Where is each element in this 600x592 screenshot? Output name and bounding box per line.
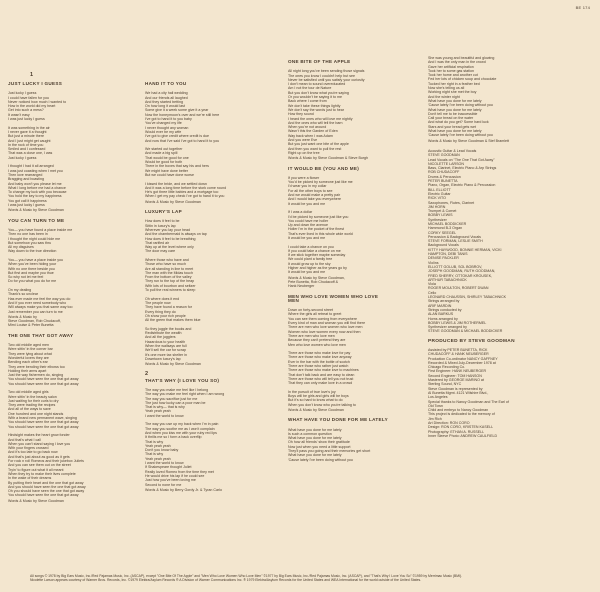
column-1 <box>8 80 108 509</box>
song-title: IT WOULD BE (YOU AND ME) <box>288 165 360 171</box>
column-2 <box>145 80 245 498</box>
song-title: LUXURY'S LAP <box>145 209 182 215</box>
song-lyrics: Just lucky I guess I could have fallen for you Never noticed how much I wanted to How in the world did my heart Get into such a mess? It wasn't easy I was just lucky I guess It was something in the air I never gave it a thought But just a minute there And I just might get caught In the rock of time you Smiled and I confessed That was a close one, I was Just lucky I guess I thought I had it all arranged I was just coasting when I met you Then love rearranged Bragging and boasting And baby won't you please let me What I long before me had a chance To change my luck with you because You hold the key to my happiness You got call it happiness I was just lucky I guess <box>8 91 67 208</box>
song-lyrics: What have you done for me lately Is such a common question What have you done for me lately Oh how all friends' show their gratitude Now just when you need a little support They'll pass you going and their memories get short What have you done for me lately 'Cause lately I've been doing without you <box>288 427 371 462</box>
song-lyrics: She was young and beautiful and glowing And I was the only man in the crowd Gave her artificial respiration Took her to some gas station Took her home and another cut Fed her lots of chicken soup and chocolate Tucked her right in a feather bed Now she's telling us all Working night she met the boy And the winter night <box>428 56 497 99</box>
song-title: HAND IT TO YOU <box>145 81 187 86</box>
song-one-got-away <box>8 334 108 503</box>
production-credits: Assisted by PETER BUNETTA, RICK CHUDACOFF & HANK NEUBERGER Production Co-ordinator NANCY GAFFNEY Recorded & Mixed July-December 1978 at Chicago Recording Co. First Engineer: HANK NEUBERGER Second Engineer: TOM HANSON Mastered by GEORGE MARINO at Sterling Sound, NYC Steve Goodman is represented by Al Bunetta Mgmt. 4121 Wilshire Blvd., Los Angeles Special thanks to Nancy Goodman and The Earl of Old Town Child and embryo to Nancy Goodman This project is dedicated to the memory of Jim Rich Art Direction: RON CORO Design: RON CORO, KRISTEN KASELL Photography: ETHAN A. RUSSELL Inner Sleeve Photo: ANDREW CAULFIELD <box>428 348 509 438</box>
song-lyrics: Two old middle aged men Were sittin' in the corner bar They were lying about what Wonderful lovers they are Bending each other's ear They were bending their elbows too Holding their arms apart Just the way fishermen do, singing You should have seen the one that got away You should have seen the one that got away Two old middle aged girls Were sittin' in the beauty salon Just waiting for their curls to dry They were trading the recipes And all of the ways to save One hundred and one night stands With a brand new permanent wave, singing You should have seen the one that got away You should have seen the one that got away Hindsight makes the heart grow fonder And that's what I call When you can't stand saying I love you With your fingers crossed And it's too late to go back now And that's just about as good as it gets For rock n roll Romeos and their jukebox Juliets And you can see them out on the street Tryin' to figure out what it all meant When they try to make their lives complete In the wake of their dreams By putting their heart and the one that got away And you should have seen the one that got away Oh you should have seen the one that got away You should have seen the one that got away <box>8 343 86 498</box>
song-title: THAT'S WHY (I LOVE YOU SO) <box>145 377 220 383</box>
song-would-be-you <box>288 167 388 289</box>
song-credit: Words & Music by Steve Goodman & Steve Burgh <box>288 156 369 161</box>
song-credit: Words & Music by Berry Gordy Jr. & Tyran Carlo <box>145 487 222 492</box>
song-luxury <box>145 210 245 366</box>
song-credit: Words & Music by Steve Goodman & Stef Bramlett <box>428 138 510 143</box>
song-title: JUST LUCKY I GUESS <box>8 81 63 86</box>
column-3 <box>288 58 388 468</box>
song-title: MEN WHO LOVE WOMEN WHO LOVE MEN <box>288 293 379 303</box>
column-4 <box>428 56 578 438</box>
song-just-lucky <box>8 82 108 213</box>
song-lyrics: We had a city hall wedding And our friends all laughed And they started betting On how long it would last Some give it a week some give it a year Now the honeymoon's over and we're still here I've got to hand it to you baby You've changed my life I never thought any woman Would ever be my wife I've got to give credit where credit is due And now that I've said I've got to hand it to you We started out together And made a big spill That would be good for one Would be good for both There in the boxes that say his and hers We might have done better But we could have done worse I kissed the bride, and we settled down And it was a long time before the stork come round He's got three little babies and a mortgage too When I get my pay check I've got to hand it to you <box>145 91 227 199</box>
copyright-footer: All songs © 1978 by Big Ears Music, Inc./Red Pajamas Music, Inc. (ASCAP), except "One Bite Of The Apple" and "Men Who Love Women Who Love Men" ©1977 by Big Ears Music, Inc./Red Pajamas Music, Inc. (ASCAP), and "That's Why I Love You So" ©1959 by Merrimac Music (BMI). Nicolette Larson appears courtesy of Warner Bros. Records, Inc. ©1979 Elektra/Asylum Records ® A Division of Warner Communications Inc. ® 1979 Elektra/Asylum Records for the United States and WEA International for the world outside of the United States. <box>30 574 463 582</box>
catalog-number: BE 174 <box>575 5 590 10</box>
song-title: YOU CAN TURN TO ME <box>8 217 65 223</box>
song-lyrics: You— you have found a place inside me Then no one has been in I thought the night could hide me But somehow you saw thru All my disguises Way down to the true direction You— you have a place inside you When you've been hiding your With no one there beside you But first and maybe you thue So why not let me feel Do for you what you do for me On my dealing Thank's so unclear Has ever made me feel the way you do And if you ever need somebody who Will always make you that same way too Just remember you can turn to me <box>8 227 73 314</box>
song-lyrics: The way you make me feel like I belong The way you make me feel right when I am wrong The way you sacrifice just for me The just how lucky can a poor man be That is why— that is why Yeah yeah yeah I want the world to know The way you use up my back when I'm in pain The way you soothe me as I won't complain And when you kiss me with your ruby red lips It thrills me so I form a back overflip That is why Yeah yeah yeah Don't you know baby That is why Yeah yeah yeah I want the world to know If Shakespeare thought Juliet Really loved Romeo from the time they met He would drive his lap if he could see Just how you've been loving me Second to none for me <box>145 388 225 487</box>
song-credit: Words & Music by Steve Goodman, Pete Bunetta, Rob Chudacoff & Hank Neuberger <box>288 275 345 289</box>
song-lyrics: How does it feel to be Sittin in luxury's lap Wherever you lay your head And the chambermaid is always on tap How does it feel to be breathing That rarified air Way up at the level where only The door may care Where those who have and Those who have so much Are all standing in line to meet The man with the Midas touch From the bottom of the valley They run to the top of the heap With lots of bourbon and seltzer To pull the real winners to sleep Oh where does it end The people now They have found a reason for Every thing they do Oh show your rich people All the green that makes them blue So they juggle the books and Redistribute the wealth And all the jugglers Hazardous to your health When the wallsays are full We'll sell the car for scrap It's one more tax shelter in Downtown luxury's lap <box>145 219 207 361</box>
song-right-lyric <box>428 56 578 143</box>
song-lyrics: All night long you've been sending those signals The ones you know I couldn't help but see Never be satisfied until you satisfy your curiosity I don't mean to sound overeducated Am I not the tour de Nature But you don't know what you're saying Or you wouldn't be saying it to me Back where I come from We don't take these things lightly We don't say the words just to hear How they sound I heard the ones who will love me nightly And the ones who will tell the barn When you're not around Wasn't this the Garden of Eden Way back when I was Adam And you were Eve But you just want one bite of the apple And then you want to pull the rest Right up on the tree <box>288 69 365 155</box>
song-credit: Words & Music by Steve Goodman, Rob Chudacoff, Mimi Louise & Peter Bunetta <box>8 314 61 328</box>
song-credit: Words & Music by Steve Goodman <box>145 362 201 367</box>
song-hand-it <box>145 82 245 204</box>
song-title: WHAT HAVE YOU DONE FOR ME LATELY <box>288 417 388 423</box>
song-lyrics-continued: What have you done for me lately 'Cause lately I've been doing without you What have you done for me lately Don't tell me to be inaccessible Call your bread on the water And what do you get? Some hard luck Stars and your bread gets wet What have you done for me lately 'Cause lately I've been doing without you <box>428 98 493 138</box>
song-lyrics: If you were a flower You'd be picked by someone just like me I'd wear you in my collar For all the other boys to see And we would make a pretty pair And I would take you everywhere It would be you and me If I was a dollar I'd be picked by someone just like you You could have me holler Up and down the avenue Holler I'm in the pocket of the finest That's ever lived in this whole wide world It would be you and me I could take a chance on you If you could take a chance on me If we stick together maybe someday We could plant a family tree It would grow up to the sky Higher and higher as the years go by It would be you and me <box>288 175 353 275</box>
song-one-apple <box>288 60 388 161</box>
song-you-turn-me <box>8 219 108 328</box>
song-title: ONE BITE OF THE APPLE <box>288 59 351 64</box>
song-men-who-love <box>288 295 388 413</box>
side-two-label: 2 <box>145 371 149 378</box>
song-what-you-done <box>288 418 388 462</box>
song-credit: Words & Music by Steve Goodman <box>8 208 64 213</box>
song-lyrics: Down on forty-second street Where the girls all retreat to greet You can see them coming from everywhere Every kind of man and woman you will find there There are men who love women who love men Women who love women every now and then There are men who love men Because they can't pretend they are Men who love women who love men There are those who make love for pay There are those who make love anyway Ever in the bar with the bottle of scotch There are those who rather just watch There are those who make love to machines That don't talk back and are easy to clean There are those who will tell you not trust That they can only make love in a crowd In the pursuit of true love's joy Boys will be girls and girls will be boys But it's so hard to know what to do When you don't know who you're talking to <box>288 308 366 407</box>
song-credit: Words & Music by Steve Goodman <box>288 407 344 412</box>
side-one-label: 1 <box>30 72 34 78</box>
produced-by: PRODUCED BY STEVE GOODMAN <box>428 338 515 344</box>
song-credit: Words & Music by Steve Goodman <box>8 498 64 503</box>
song-title: THE ONE THAT GOT AWAY <box>8 332 74 338</box>
musician-credits: Acoustic Guitar & Lead Vocals STEVE GOODMAN Lead Vocals on "The One That Got Away" NICOLETTE LARSON Bass, Clarinet, Electric Piano & Arp Strings ROB CHUDACOFF Drums & Percussion PETER BUNETTA Piano, Organ, Electric Piano & Percussion BILL ELLIOTT Electric Guitar RICK VITO Saxophones, Flutes, Clarinet JIM HORN Trumpet & Cornet BOBBY LEWIS Synthesizer MICHAEL BODDICKER Hammond B-3 Organ CORKY SEEGEL Percussion & Background Vocals STEVE FORMAN, LESLIE SMITH Background Vocals KITTY HAYWOOD, BONNIE HERMAN, VICKI HAMPTON, DEBI TANIS DENISE PACKLER Violins ELLIOTT GOLUB, SOL BOBROV, JOSEPH GOODMAN, RUTH GOODMAN, FRED SHERRY, OTTOKAR KROUSEK, ARTHUR TABACHNICK Viola ROGER MOULTON, ROBERT DWAN Cello LEONARD CHAUSSIN, SHIRLEY TABACHNICK Strings arranged by ARIF MARDIN Strings conducted by ALAN BARKUS Horns arranged by BOBBY LEWIS & JIM ROTHERMEL Synthesizer arranged by STEVE GOODMAN & MICHAEL BODDICKER <box>428 148 507 334</box>
song-thats-why <box>145 379 245 492</box>
song-credit: Words & Music by Steve Goodman <box>145 199 201 204</box>
